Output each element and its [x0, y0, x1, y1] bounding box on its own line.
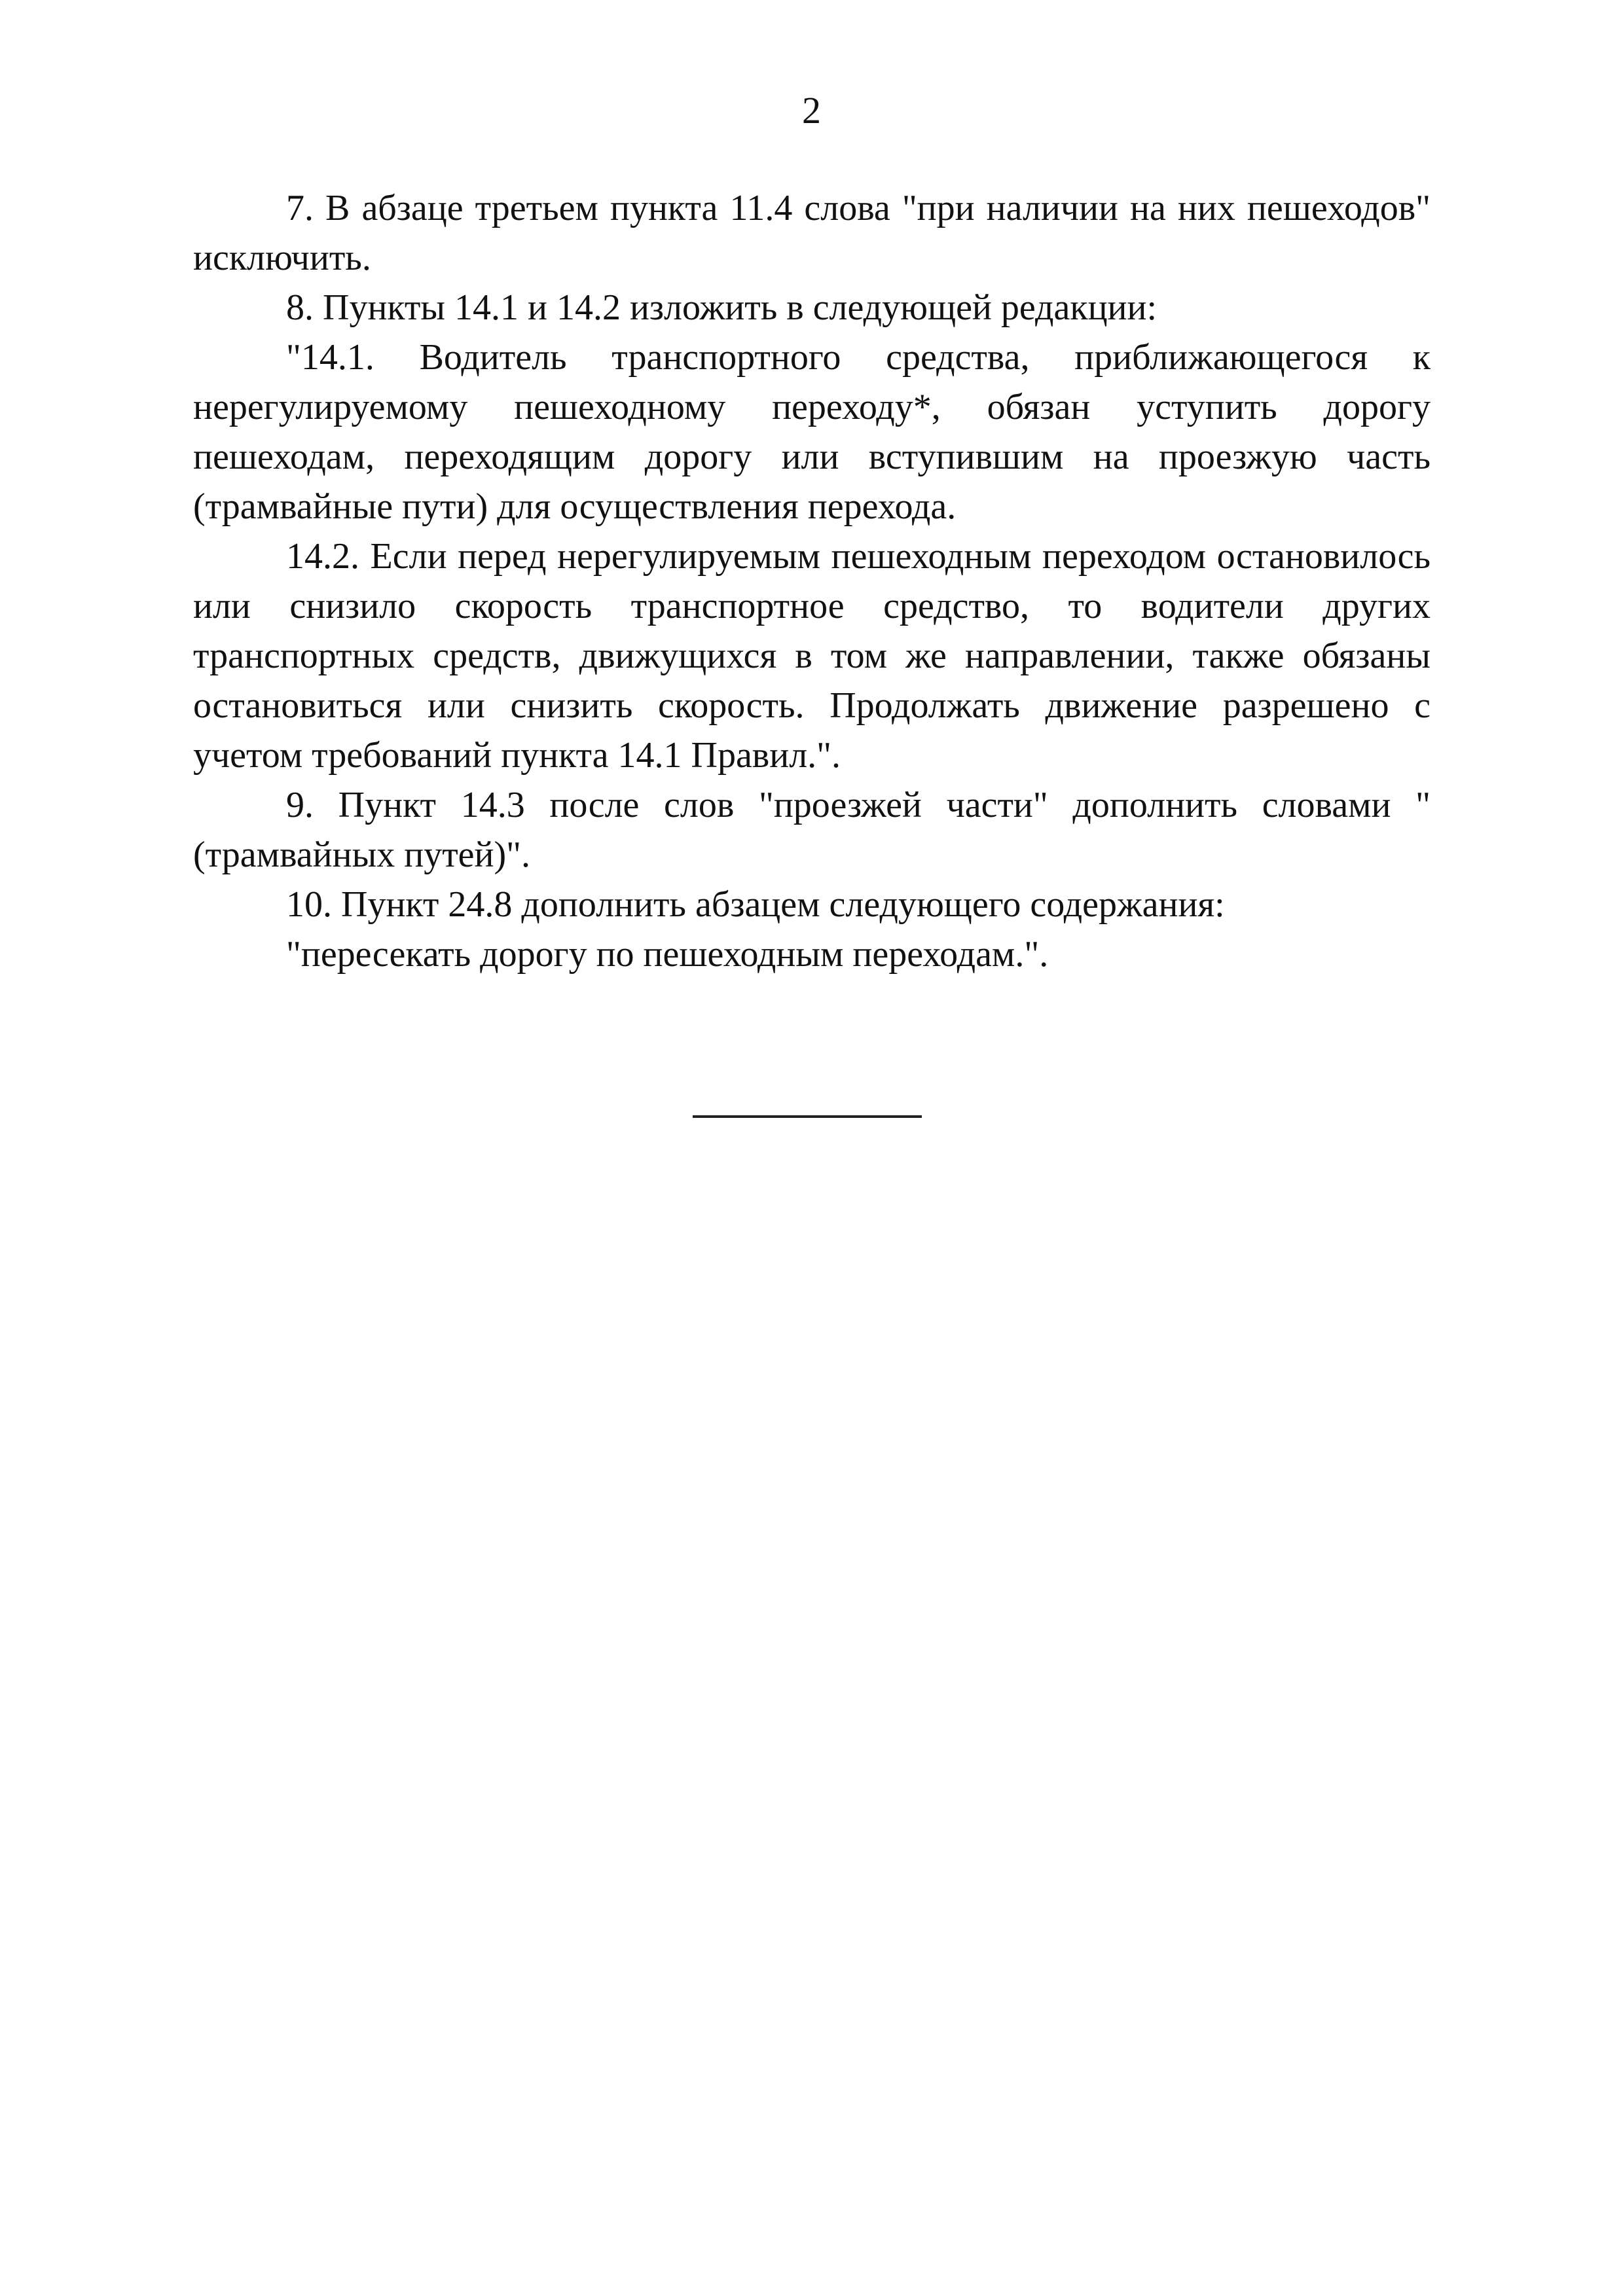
end-divider: [693, 1115, 922, 1118]
paragraph-item-7: 7. В абзаце третьем пункта 11.4 слова "при наличии на них пешеходов" исключить.: [193, 188, 1431, 278]
paragraph-added-text: "пересекать дорогу по пешеходным переходам.".: [286, 934, 1049, 975]
paragraph-item-8: 8. Пункты 14.1 и 14.2 изложить в следующей редакции:: [286, 287, 1158, 328]
paragraph-item-10: 10. Пункт 24.8 дополнить абзацем следующего содержания:: [286, 884, 1225, 925]
paragraph-item-9: 9. Пункт 14.3 после слов "проезжей части" дополнить словами "(трамвайных путей)".: [193, 785, 1431, 875]
page-number: 2: [802, 89, 821, 132]
paragraph-clause-14-1: "14.1. Водитель транспортного средства, приближающегося к нерегулируемому пешеходному переходу*, обязан уступить дорогу пешеходам, переходящим дорогу или вступившим на проезжую часть (трамвайные пути) для осуществления перехода.: [193, 337, 1431, 527]
paragraph-clause-14-2: 14.2. Если перед нерегулируемым пешеходным переходом остановилось или снизило скорость транспортное средство, то водители других транспортных средств, движущихся в том же направлении, также обязаны остановиться или снизить скорость. Продолжать движение разрешено с учетом требований пункта 14.1 Правил.".: [193, 536, 1431, 776]
document-body: [193, 183, 1431, 979]
